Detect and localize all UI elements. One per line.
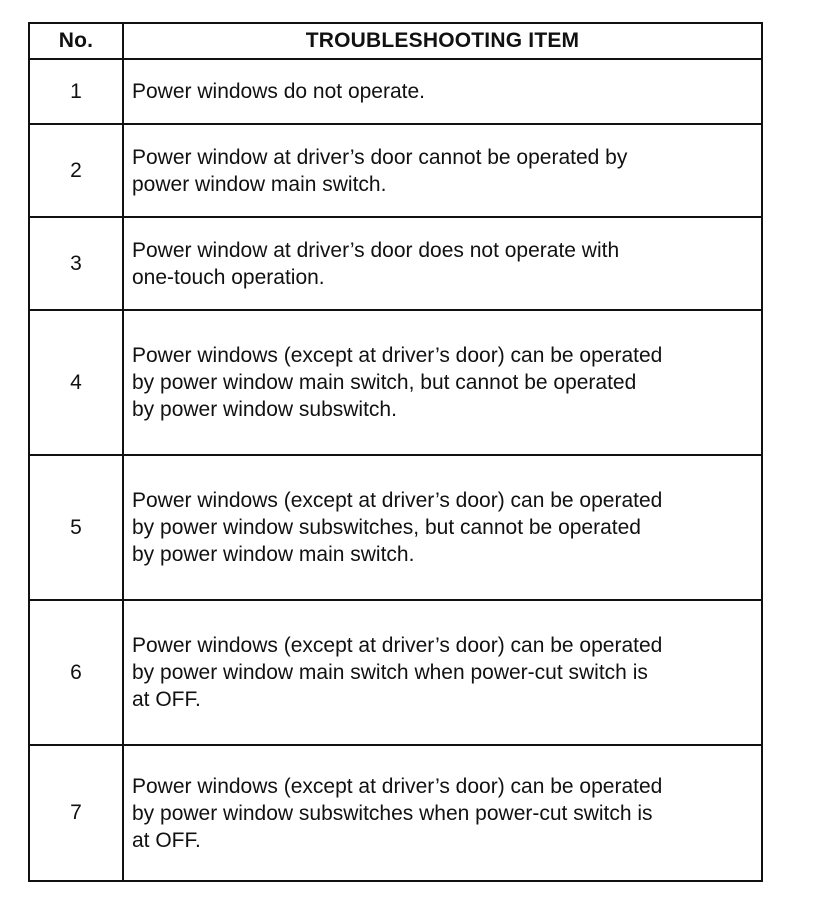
- header-troubleshooting-item: TROUBLESHOOTING ITEM: [305, 29, 580, 52]
- header-no: No.: [58, 29, 94, 52]
- table-row: [30, 601, 761, 746]
- table-row: [30, 218, 761, 311]
- row-number: 4: [70, 370, 82, 394]
- row-description: Power windows (except at driver’s door) can be operated by power window subswitches, but cannot be operated by power window main switch.: [132, 489, 663, 566]
- row-description: Power windows (except at driver’s door) can be operated by power window subswitches when power-cut switch is at OFF.: [132, 774, 663, 852]
- row-description: Power windows (except at driver’s door) can be operated by power window main switch, but cannot be operated by power window subswitch.: [132, 344, 663, 421]
- table-row: [30, 746, 761, 880]
- row-number: 5: [70, 515, 82, 539]
- troubleshooting-table: [28, 22, 763, 882]
- row-number: 6: [70, 660, 82, 684]
- row-number: 3: [70, 251, 82, 275]
- column-divider: [122, 746, 124, 880]
- row-number: 1: [70, 79, 82, 103]
- table-row: [30, 60, 761, 125]
- column-divider: [122, 218, 124, 309]
- row-description: Power windows (except at driver’s door) can be operated by power window main switch when power-cut switch is at OFF.: [132, 634, 663, 711]
- table-row: [30, 456, 761, 601]
- column-divider: [122, 601, 124, 744]
- table-row: [30, 311, 761, 456]
- column-divider: [122, 311, 124, 454]
- row-description: Power window at driver’s door cannot be operated by power window main switch.: [132, 145, 628, 196]
- column-divider: [122, 60, 124, 123]
- column-divider: [122, 456, 124, 599]
- row-description: Power window at driver’s door does not operate with one-touch operation.: [132, 238, 620, 289]
- row-number: 7: [70, 801, 82, 824]
- row-number: 2: [70, 158, 82, 182]
- table-row: [30, 125, 761, 218]
- column-divider: [122, 125, 124, 216]
- table-header-row: [30, 24, 761, 60]
- row-description: Power windows do not operate.: [132, 80, 426, 103]
